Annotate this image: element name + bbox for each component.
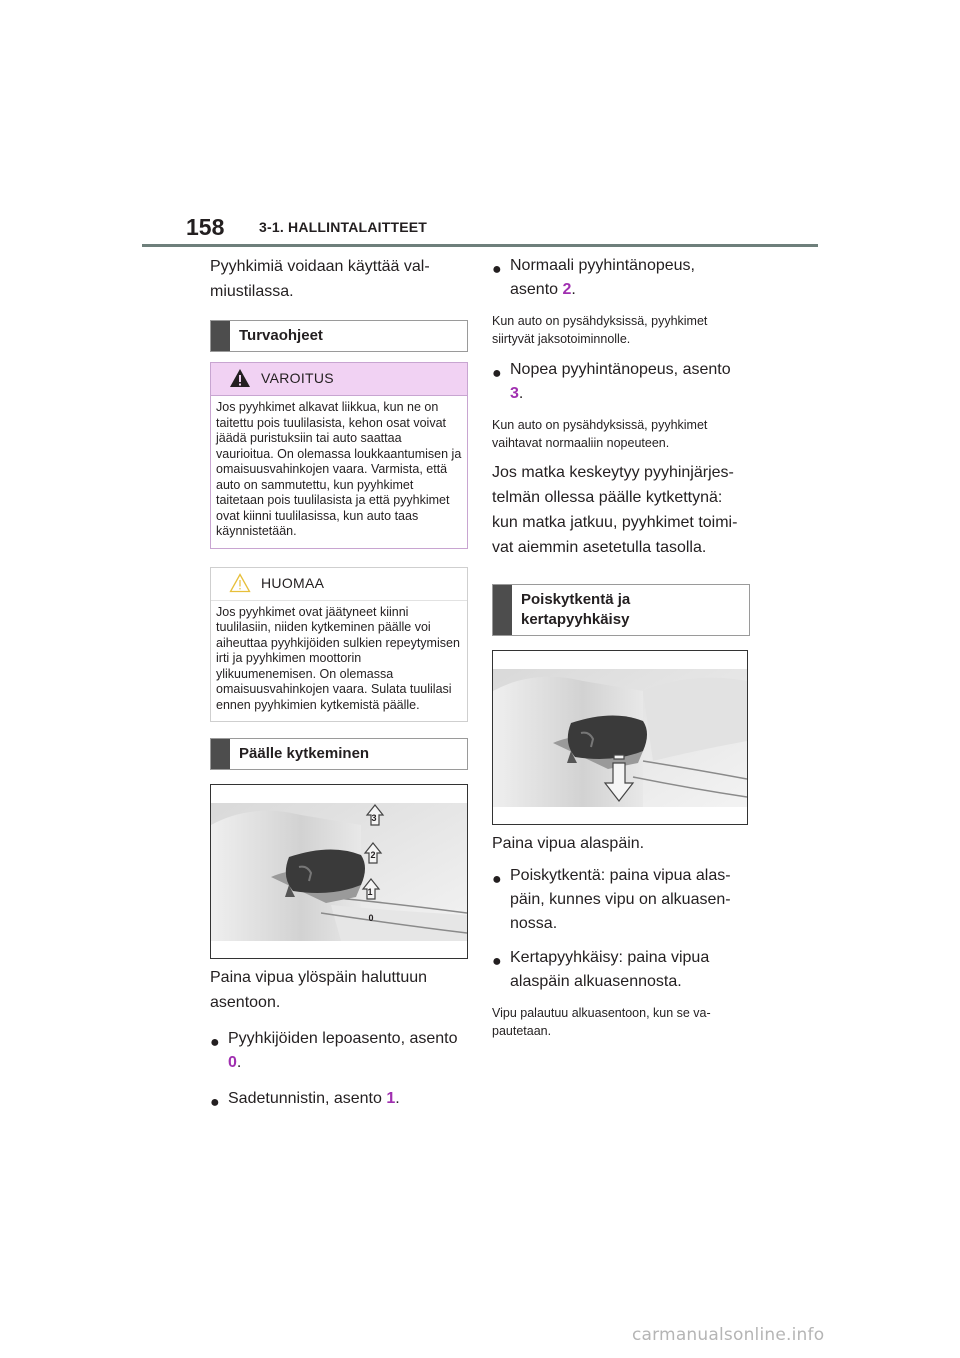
intro-paragraph bbox=[210, 254, 470, 304]
switch-off-heading-line-2: kertapyyhkäisy bbox=[521, 611, 630, 628]
note-box bbox=[210, 567, 468, 723]
bullet-icon: ● bbox=[210, 1094, 220, 1111]
bullet-icon: ● bbox=[492, 365, 502, 382]
bullet-rain-sensor: ● Sadetunnistin, asento 1. bbox=[210, 1087, 470, 1111]
warning-box bbox=[210, 362, 468, 549]
left-column bbox=[210, 254, 470, 1111]
normal-speed-note: Kun auto on pysähdyksissä, pyyhkimet siirtyvät jaksotoiminnolle. bbox=[492, 314, 708, 346]
bullet-icon: ● bbox=[210, 1034, 220, 1051]
page-number: 158 bbox=[186, 214, 225, 240]
caption-up-line-2: asentoon. bbox=[210, 994, 281, 1011]
right-column bbox=[492, 254, 750, 1040]
intro-line-1: Pyyhkimiä voidaan käyttää val- bbox=[210, 258, 430, 275]
chapter-title: 3-1. HALLINTALAITTEET bbox=[259, 219, 428, 235]
note-text: Jos pyyhkimet ovat jäätyneet kiinni tuulilasiin, niiden kytkeminen päälle voi aiheuttaa pyyhkijöiden sulkien repeytymisen irti ja pyyhkimen moottorin ylikuumenemisen. On olemassa omaisuusvahinkojen vaara. Sulata tuulilasi ennen pyyhkimien kytkemistä päälle. bbox=[216, 604, 460, 712]
bullet-normal-speed: ● Normaali pyyhintänopeus, asento 2. bbox=[492, 257, 695, 298]
lever-return-note: Vipu palautuu alkuasentoon, kun se va- pautetaan. bbox=[492, 1006, 711, 1038]
bullet-single-wipe: ● Kertapyyhkäisy: paina vipua alaspäin alkuasennosta. bbox=[492, 949, 710, 990]
caution-triangle-icon bbox=[229, 573, 251, 593]
bullet-icon: ● bbox=[492, 261, 502, 278]
position-label-1: 1 bbox=[367, 887, 373, 897]
bullet-switch-off: ● Poiskytkentä: paina vipua alas- päin, kunnes vipu on alkuasen- nossa. bbox=[492, 867, 731, 932]
bullet-rest-position: ● Pyyhkijöiden lepoasento, asento 0. bbox=[210, 1030, 458, 1071]
switch-off-heading bbox=[492, 584, 750, 636]
watermark: carmanualsonline.info bbox=[632, 1325, 825, 1345]
warning-title: VAROITUS bbox=[261, 370, 334, 386]
position-label-0: 0 bbox=[368, 913, 374, 923]
bullet-icon: ● bbox=[492, 953, 502, 970]
safety-heading bbox=[210, 320, 468, 352]
wiper-lever-down-illustration bbox=[493, 651, 747, 824]
fast-speed-note: Kun auto on pysähdyksissä, pyyhkimet vaihtavat normaaliin nopeuteen. bbox=[492, 418, 708, 450]
caption-up-line-1: Paina vipua ylöspäin haluttuun bbox=[210, 969, 428, 986]
position-number: 3 bbox=[510, 385, 519, 402]
position-label-3: 3 bbox=[371, 813, 377, 823]
switch-off-heading-line-1: Poiskytkentä ja bbox=[521, 591, 631, 608]
warning-triangle-icon bbox=[229, 368, 251, 388]
safety-heading-label: Turvaohjeet bbox=[239, 327, 323, 344]
figure-caption-down: Paina vipua alaspäin. bbox=[492, 835, 645, 852]
warning-text: Jos pyyhkimet alkavat liikkua, kun ne on taitettu pois tuulilasista, kehon osat voivat jäädä puristuksiin tai auto saattaa vaurioitua. On olemassa loukkaantumisen ja omaisuusvahinkojen vaara. Varmista, että auto on sammutettu, kun pyyhkimet taitetaan pois tuulilasista ja että pyyhkimet ovat kiinni tuulilasissa, kun auto taas käynnistetään. bbox=[216, 400, 462, 538]
header-divider bbox=[142, 244, 818, 247]
bullet-fast-speed: ● Nopea pyyhintänopeus, asento 3. bbox=[492, 361, 731, 402]
position-label-2: 2 bbox=[370, 850, 376, 860]
note-title: HUOMAA bbox=[261, 574, 325, 591]
intro-line-2: miustilassa. bbox=[210, 283, 294, 300]
position-number: 0 bbox=[228, 1054, 237, 1071]
position-number: 2 bbox=[562, 281, 572, 298]
switch-on-heading bbox=[210, 738, 468, 770]
trip-paragraph: Jos matka keskeytyy pyyhinjärjes- telmän ollessa päälle kytkettynä: kun matka jatkuu, pyyhkimet toimi- vat aiemmin asetetulla tasolla. bbox=[492, 464, 738, 556]
switch-on-heading-label: Päälle kytkeminen bbox=[239, 745, 370, 762]
bullet-icon: ● bbox=[492, 871, 502, 888]
position-number: 1 bbox=[386, 1090, 396, 1107]
figure-caption-up bbox=[210, 965, 470, 1015]
wiper-lever-illustration bbox=[211, 785, 467, 958]
wiper-lever-down-figure bbox=[492, 650, 748, 825]
wiper-lever-up-figure bbox=[210, 784, 468, 959]
